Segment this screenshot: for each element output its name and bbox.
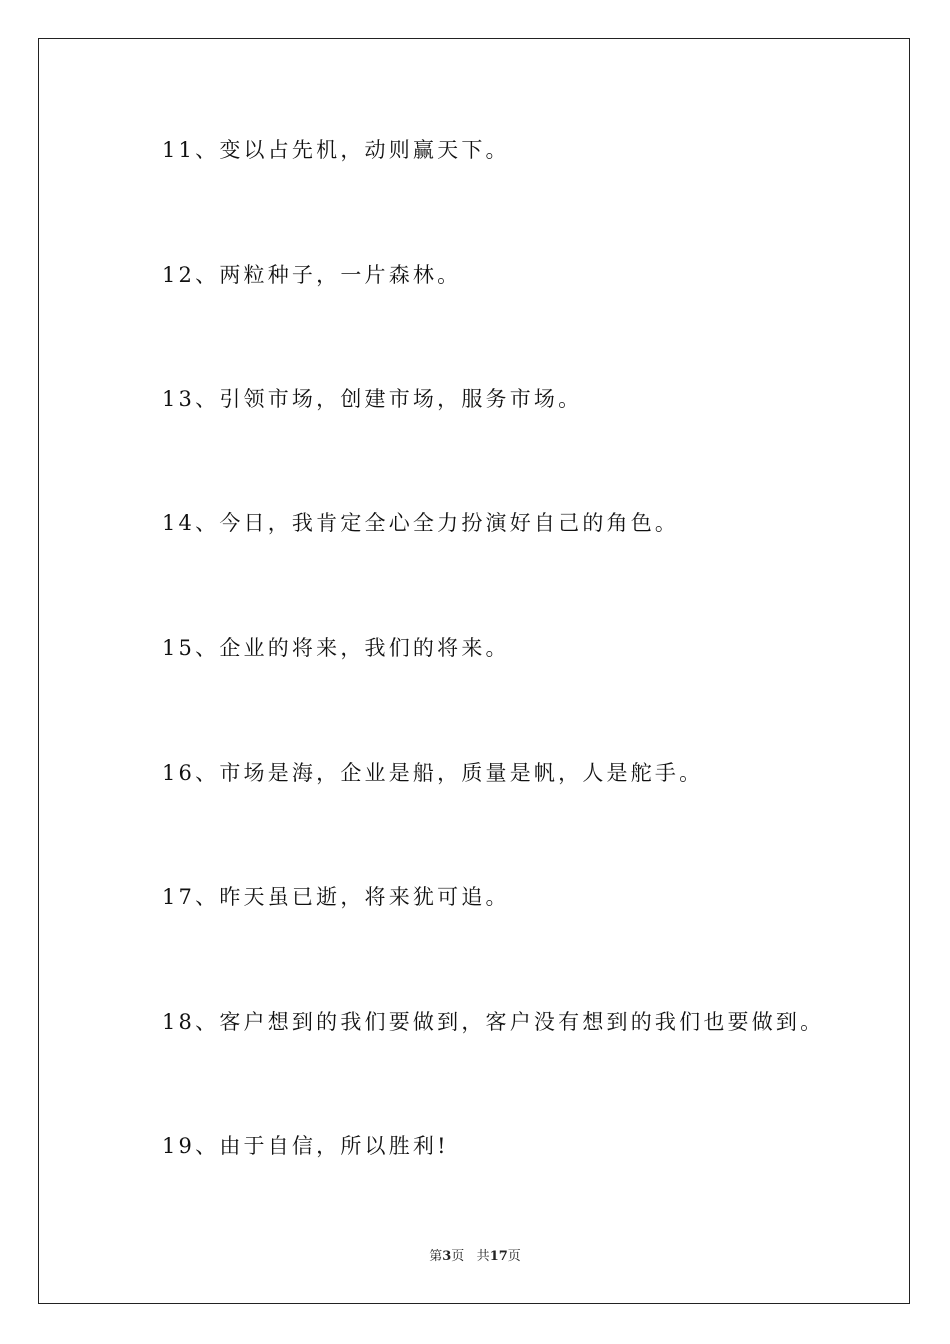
list-item bbox=[162, 385, 582, 413]
item-text: 由于自信，所以胜利! bbox=[219, 1134, 449, 1158]
total-prefix: 共 bbox=[476, 1249, 490, 1264]
total-suffix: 页 bbox=[507, 1249, 521, 1264]
list-item bbox=[162, 136, 510, 164]
item-number: 18 bbox=[162, 1010, 196, 1034]
item-separator: 、 bbox=[195, 636, 220, 660]
item-text: 昨天虽已逝，将来犹可追。 bbox=[219, 885, 510, 909]
page-border bbox=[38, 38, 910, 1304]
item-text: 客户想到的我们要做到，客户没有想到的我们也要做到。 bbox=[219, 1010, 825, 1034]
list-item bbox=[162, 509, 679, 537]
item-text: 企业的将来，我们的将来。 bbox=[219, 636, 510, 660]
item-separator: 、 bbox=[195, 387, 220, 411]
list-item bbox=[162, 1132, 449, 1160]
item-separator: 、 bbox=[195, 511, 220, 535]
page-total: 17 bbox=[489, 1249, 508, 1264]
list-item bbox=[162, 883, 510, 911]
item-number: 17 bbox=[162, 885, 196, 909]
list-item bbox=[162, 759, 703, 787]
item-separator: 、 bbox=[195, 138, 220, 162]
item-separator: 、 bbox=[195, 1134, 220, 1158]
item-number: 12 bbox=[162, 263, 196, 287]
page-suffix: 页 bbox=[451, 1249, 465, 1264]
item-number: 13 bbox=[162, 387, 196, 411]
item-number: 19 bbox=[162, 1134, 196, 1158]
item-separator: 、 bbox=[195, 1010, 220, 1034]
item-number: 11 bbox=[162, 138, 196, 162]
item-text: 变以占先机，动则赢天下。 bbox=[219, 138, 510, 162]
item-text: 引领市场，创建市场，服务市场。 bbox=[219, 387, 583, 411]
item-number: 14 bbox=[162, 511, 196, 535]
item-text: 市场是海，企业是船，质量是帆，人是舵手。 bbox=[219, 761, 704, 785]
page-prefix: 第 bbox=[429, 1249, 443, 1264]
page-footer bbox=[0, 1248, 950, 1266]
item-text: 今日，我肯定全心全力扮演好自己的角色。 bbox=[219, 511, 680, 535]
item-separator: 、 bbox=[195, 263, 220, 287]
list-item bbox=[162, 261, 461, 289]
item-separator: 、 bbox=[195, 761, 220, 785]
list-item bbox=[162, 634, 510, 662]
item-separator: 、 bbox=[195, 885, 220, 909]
item-text: 两粒种子，一片森林。 bbox=[219, 263, 462, 287]
item-number: 15 bbox=[162, 636, 196, 660]
list-item bbox=[162, 1008, 824, 1036]
item-number: 16 bbox=[162, 761, 196, 785]
page-current: 3 bbox=[442, 1249, 452, 1264]
